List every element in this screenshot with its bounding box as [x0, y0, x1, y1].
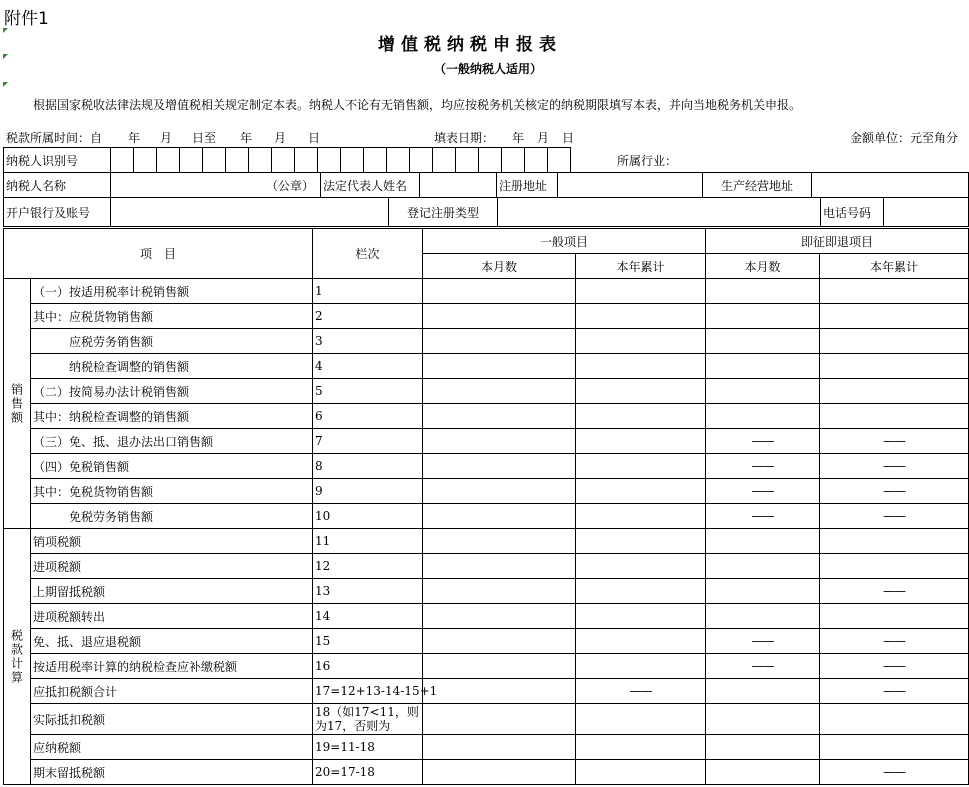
row-column-number: 14	[313, 604, 423, 629]
industry-label: 所属行业：	[617, 153, 678, 168]
id-digit-box[interactable]	[456, 148, 479, 173]
id-digit-box[interactable]	[525, 148, 548, 173]
general-year-cell[interactable]	[576, 454, 706, 479]
row-label: （三）免、抵、退办法出口销售额	[31, 429, 313, 454]
row-column-number: 19=11-18	[313, 735, 423, 760]
refund-month-cell: ——	[706, 479, 820, 504]
general-month-cell[interactable]	[423, 429, 576, 454]
phone-field[interactable]	[884, 198, 969, 227]
general-month-cell[interactable]	[423, 604, 576, 629]
table-row	[4, 404, 969, 429]
period-from-month: 月	[160, 131, 173, 145]
period-label: 税款所属时间：自	[6, 131, 103, 145]
id-digit-box[interactable]	[180, 148, 203, 173]
general-year-cell[interactable]	[576, 554, 706, 579]
refund-year-cell[interactable]	[820, 404, 969, 429]
refund-year-cell: ——	[820, 629, 969, 654]
general-month-cell[interactable]	[423, 735, 576, 760]
id-digit-box[interactable]	[249, 148, 272, 173]
amount-unit: 金额单位：元至角分	[850, 131, 959, 145]
id-digit-box[interactable]	[387, 148, 410, 173]
id-digit-box[interactable]	[341, 148, 364, 173]
item-header: 项 目	[4, 229, 313, 279]
general-year-cell[interactable]	[576, 404, 706, 429]
taxpayer-id-row	[3, 147, 969, 173]
refund-month-cell[interactable]	[706, 304, 820, 329]
column-header: 栏次	[313, 229, 423, 279]
general-month-header: 本月数	[423, 254, 576, 279]
general-year-cell[interactable]	[576, 279, 706, 304]
table-row	[4, 554, 969, 579]
row-column-number: 15	[313, 629, 423, 654]
refund-year-cell[interactable]	[820, 304, 969, 329]
row-label: 其中：纳税检查调整的销售额	[31, 404, 313, 429]
taxpayer-name-row	[3, 172, 969, 198]
row-label: 其中：应税货物销售额	[31, 304, 313, 329]
refund-month-cell[interactable]	[706, 279, 820, 304]
refund-year-cell[interactable]	[820, 329, 969, 354]
refund-month-cell[interactable]	[706, 604, 820, 629]
general-year-cell[interactable]	[576, 504, 706, 529]
row-label: 免税劳务销售额	[31, 504, 313, 529]
instant-refund-header: 即征即退项目	[706, 229, 969, 254]
refund-year-cell: ——	[820, 679, 969, 704]
general-month-cell[interactable]	[423, 504, 576, 529]
refund-year-cell[interactable]	[820, 704, 969, 735]
row-label: 进项税额	[31, 554, 313, 579]
refund-year-cell[interactable]	[820, 735, 969, 760]
table-row	[4, 354, 969, 379]
row-column-number: 12	[313, 554, 423, 579]
row-column-number: 5	[313, 379, 423, 404]
refund-month-cell: ——	[706, 629, 820, 654]
refund-month-cell[interactable]	[706, 529, 820, 554]
refund-year-cell[interactable]	[820, 279, 969, 304]
table-row	[4, 604, 969, 629]
table-row	[4, 529, 969, 554]
id-digit-box[interactable]	[318, 148, 341, 173]
reg-address-label: 注册地址	[497, 173, 558, 198]
fill-date-year: 年	[512, 131, 525, 145]
fill-date-month: 月	[537, 131, 550, 145]
refund-month-cell[interactable]	[706, 404, 820, 429]
table-row	[4, 379, 969, 404]
general-header: 一般项目	[423, 229, 706, 254]
row-label: 应纳税额	[31, 735, 313, 760]
general-year-header: 本年累计	[576, 254, 706, 279]
row-column-number: 4	[313, 354, 423, 379]
general-year-cell[interactable]	[576, 579, 706, 604]
row-label: 免、抵、退应退税额	[31, 629, 313, 654]
general-year-cell[interactable]	[576, 304, 706, 329]
refund-month-cell[interactable]	[706, 379, 820, 404]
general-month-cell[interactable]	[423, 529, 576, 554]
taxpayer-id-label: 纳税人识别号	[4, 148, 111, 173]
id-digit-box[interactable]	[548, 148, 571, 173]
general-month-cell[interactable]	[423, 760, 576, 785]
general-month-cell[interactable]	[423, 354, 576, 379]
refund-month-cell: ——	[706, 654, 820, 679]
row-column-number: 18（如17<11，则为17，否则为	[313, 704, 423, 735]
row-label: 实际抵扣税额	[31, 704, 313, 735]
refund-month-cell[interactable]	[706, 704, 820, 735]
general-year-cell[interactable]	[576, 379, 706, 404]
form-intro: 根据国家税收法律法规及增值税相关规定制定本表。纳税人不论有无销售额，均应按税务机关核定的纳税期限填写本表，并向当地税务机关申报。	[33, 98, 802, 112]
refund-year-cell[interactable]	[820, 379, 969, 404]
refund-year-header: 本年累计	[820, 254, 969, 279]
general-year-cell[interactable]	[576, 529, 706, 554]
refund-month-cell[interactable]	[706, 760, 820, 785]
id-digit-box[interactable]	[134, 148, 157, 173]
refund-year-cell: ——	[820, 760, 969, 785]
row-label: 按适用税率计算的纳税检查应补缴税额	[31, 654, 313, 679]
general-month-cell[interactable]	[423, 679, 576, 704]
refund-year-cell: ——	[820, 454, 969, 479]
table-row	[4, 704, 969, 735]
general-month-cell[interactable]	[423, 404, 576, 429]
tax-return-table	[3, 228, 969, 785]
general-month-cell[interactable]	[423, 329, 576, 354]
attachment-label: 附件1	[4, 9, 49, 29]
reg-type-label: 登记注册类型	[389, 198, 498, 227]
refund-month-cell[interactable]	[706, 679, 820, 704]
bank-account-label: 开户银行及账号	[4, 198, 111, 227]
row-column-number: 1	[313, 279, 423, 304]
general-month-cell[interactable]	[423, 454, 576, 479]
refund-month-cell[interactable]	[706, 554, 820, 579]
id-digit-box[interactable]	[479, 148, 502, 173]
general-month-cell[interactable]	[423, 479, 576, 504]
general-month-cell[interactable]	[423, 279, 576, 304]
row-label: 应抵扣税额合计	[31, 679, 313, 704]
refund-year-cell: ——	[820, 579, 969, 604]
bank-row	[3, 197, 969, 227]
table-row	[4, 304, 969, 329]
reg-type-field[interactable]	[498, 198, 821, 227]
row-column-number: 6	[313, 404, 423, 429]
general-year-cell: ——	[576, 679, 706, 704]
row-column-number: 16	[313, 654, 423, 679]
row-column-number: 11	[313, 529, 423, 554]
seal-field[interactable]: （公章）	[111, 173, 321, 198]
general-month-cell[interactable]	[423, 579, 576, 604]
refund-month-cell: ——	[706, 429, 820, 454]
table-row	[4, 479, 969, 504]
row-label: 其中：免税货物销售额	[31, 479, 313, 504]
general-month-cell[interactable]	[423, 704, 576, 735]
refund-year-cell: ——	[820, 479, 969, 504]
table-row	[4, 504, 969, 529]
table-row	[4, 654, 969, 679]
refund-month-cell[interactable]	[706, 329, 820, 354]
general-year-cell[interactable]	[576, 354, 706, 379]
id-digit-box[interactable]	[111, 148, 134, 173]
refund-month-header: 本月数	[706, 254, 820, 279]
row-column-number: 2	[313, 304, 423, 329]
period-from-year: 年	[128, 131, 141, 145]
row-label: 纳税检查调整的销售额	[31, 354, 313, 379]
id-digit-box[interactable]	[203, 148, 226, 173]
general-year-cell[interactable]	[576, 760, 706, 785]
general-month-cell[interactable]	[423, 554, 576, 579]
row-label: （四）免税销售额	[31, 454, 313, 479]
row-label: （一）按适用税率计税销售额	[31, 279, 313, 304]
row-label: 进项税额转出	[31, 604, 313, 629]
refund-month-cell[interactable]	[706, 579, 820, 604]
general-month-cell[interactable]	[423, 629, 576, 654]
refund-month-cell[interactable]	[706, 354, 820, 379]
table-row	[4, 679, 969, 704]
form-subtitle: （一般纳税人适用）	[434, 62, 543, 76]
row-column-number: 10	[313, 504, 423, 529]
general-year-cell[interactable]	[576, 329, 706, 354]
refund-year-cell[interactable]	[820, 604, 969, 629]
phone-label: 电话号码	[821, 198, 884, 227]
general-month-cell[interactable]	[423, 304, 576, 329]
row-column-number: 13	[313, 579, 423, 604]
table-row	[4, 735, 969, 760]
business-address-field[interactable]	[812, 173, 969, 198]
refund-month-cell: ——	[706, 504, 820, 529]
refund-year-cell: ——	[820, 504, 969, 529]
general-year-cell[interactable]	[576, 429, 706, 454]
general-year-cell[interactable]	[576, 604, 706, 629]
id-digit-box[interactable]	[157, 148, 180, 173]
table-row	[4, 579, 969, 604]
row-column-number: 8	[313, 454, 423, 479]
id-digit-box[interactable]	[272, 148, 295, 173]
id-digit-box[interactable]	[295, 148, 318, 173]
reg-address-field[interactable]	[558, 173, 703, 198]
fill-date-label: 填表日期：	[434, 131, 495, 145]
legal-rep-field[interactable]	[420, 173, 497, 198]
row-label: 上期留抵税额	[31, 579, 313, 604]
table-row	[4, 760, 969, 785]
legal-rep-label: 法定代表人姓名	[321, 173, 420, 198]
refund-month-cell[interactable]	[706, 735, 820, 760]
id-digit-box[interactable]	[502, 148, 525, 173]
business-address-label: 生产经营地址	[703, 173, 812, 198]
period-to-day: 日	[308, 131, 321, 145]
general-year-cell[interactable]	[576, 629, 706, 654]
refund-year-cell[interactable]	[820, 354, 969, 379]
refund-year-cell: ——	[820, 429, 969, 454]
row-column-number: 9	[313, 479, 423, 504]
general-year-cell[interactable]	[576, 479, 706, 504]
period-day-to: 日至	[192, 131, 217, 145]
row-label: 销项税额	[31, 529, 313, 554]
table-row	[4, 629, 969, 654]
id-digit-box[interactable]	[433, 148, 456, 173]
period-to-year: 年	[240, 131, 253, 145]
general-month-cell[interactable]	[423, 379, 576, 404]
bank-account-field[interactable]	[111, 198, 389, 227]
refund-year-cell[interactable]	[820, 554, 969, 579]
row-label: 应税劳务销售额	[31, 329, 313, 354]
id-digit-box[interactable]	[226, 148, 249, 173]
general-year-cell[interactable]	[576, 735, 706, 760]
section-tax-calc: 税款计算	[4, 529, 31, 785]
refund-month-cell: ——	[706, 454, 820, 479]
row-column-number: 7	[313, 429, 423, 454]
table-row	[4, 329, 969, 354]
refund-year-cell: ——	[820, 654, 969, 679]
table-row	[4, 429, 969, 454]
general-year-cell[interactable]	[576, 704, 706, 735]
table-row	[4, 279, 969, 304]
fill-date-day: 日	[562, 131, 575, 145]
id-digit-box[interactable]	[364, 148, 387, 173]
row-label: （二）按简易办法计税销售额	[31, 379, 313, 404]
general-month-cell[interactable]	[423, 654, 576, 679]
id-digit-box[interactable]	[410, 148, 433, 173]
row-column-number: 20=17-18	[313, 760, 423, 785]
table-row	[4, 454, 969, 479]
general-year-cell[interactable]	[576, 654, 706, 679]
row-column-number: 17=12+13-14-15+1	[313, 679, 423, 704]
row-column-number: 3	[313, 329, 423, 354]
form-title: 增值税纳税申报表	[378, 35, 562, 55]
row-label: 期末留抵税额	[31, 760, 313, 785]
period-to-month: 月	[274, 131, 287, 145]
taxpayer-name-label: 纳税人名称	[4, 173, 111, 198]
section-sales: 销售额	[4, 279, 31, 529]
refund-year-cell[interactable]	[820, 529, 969, 554]
